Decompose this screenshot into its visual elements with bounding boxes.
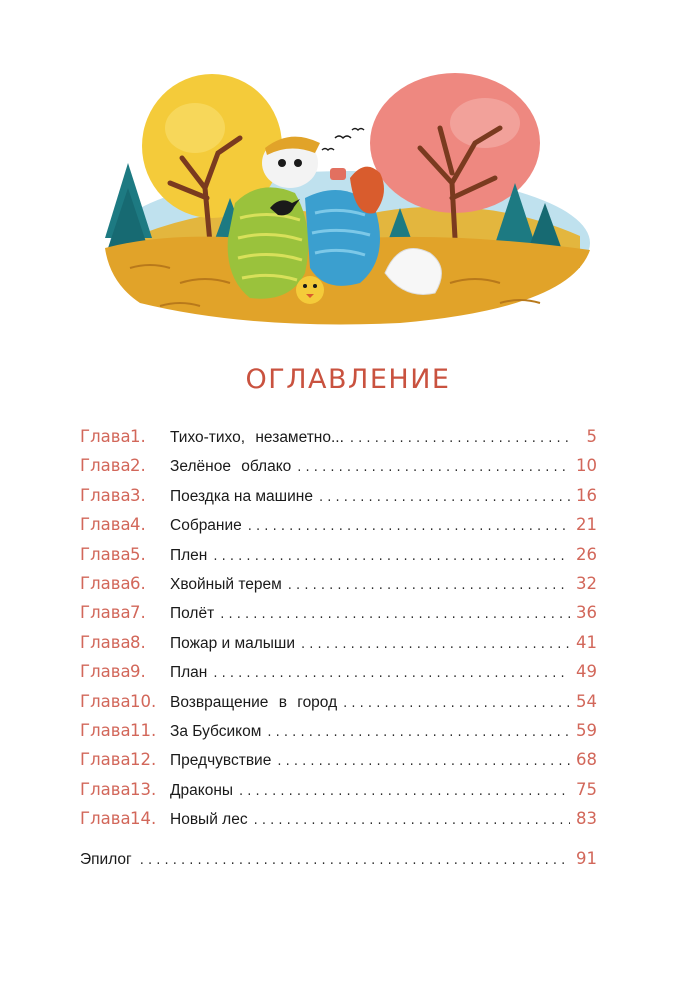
chapter-title: Предчувствие	[170, 752, 272, 770]
toc-row[interactable]	[80, 545, 597, 574]
page-number: 21	[576, 515, 597, 535]
chapter-title: Собрание	[170, 517, 242, 535]
toc-row[interactable]	[80, 633, 597, 662]
chapter-number: 13.	[130, 779, 157, 799]
chapter-title: План	[170, 664, 208, 682]
chapter-title: Драконы	[170, 781, 234, 799]
chapter-number: 9.	[130, 662, 146, 682]
cover-illustration	[100, 68, 595, 330]
dot-leader	[267, 725, 570, 740]
birds	[322, 129, 364, 151]
page-number: 75	[576, 779, 597, 799]
page-number: 54	[576, 691, 597, 711]
page-number: 5	[586, 427, 597, 446]
toc-row[interactable]	[80, 427, 597, 456]
table-of-contents	[80, 427, 597, 879]
chapter-title: Новый лес	[170, 811, 248, 829]
dot-leader	[343, 696, 570, 711]
toc-row[interactable]	[80, 603, 597, 632]
chapter-word: Глава	[80, 691, 131, 711]
chapter-word: Глава	[80, 573, 131, 593]
chapter-title: Пожар и малыши	[170, 634, 296, 652]
chapter-number: 12.	[130, 750, 157, 770]
toc-row[interactable]	[80, 721, 597, 750]
dot-leader	[288, 578, 570, 593]
toc-row[interactable]	[80, 809, 597, 838]
chapter-title: Поездка на машине	[170, 487, 313, 505]
toc-heading: ОГЛАВЛЕНИЕ	[245, 364, 451, 395]
page-number: 41	[576, 632, 597, 652]
dot-leader	[239, 784, 570, 799]
chapter-number: 5.	[130, 544, 146, 564]
toc-row[interactable]	[80, 780, 597, 809]
chapter-word: Глава	[80, 632, 131, 652]
chapter-number: 8.	[130, 632, 146, 652]
chapter-title: За Бубсиком	[170, 722, 262, 740]
page-number: 49	[576, 662, 597, 682]
dot-leader	[319, 490, 570, 505]
page-number: 91	[576, 849, 597, 869]
dot-leader	[254, 813, 570, 828]
page-number: 32	[576, 573, 597, 593]
chapter-title: Зелёное облако	[170, 458, 292, 476]
dot-leader	[140, 853, 570, 868]
dot-leader	[301, 637, 570, 652]
chapter-number: 4.	[130, 515, 146, 535]
chapter-number: 11.	[130, 720, 157, 740]
page-number: 59	[576, 720, 597, 740]
page-number: 16	[576, 485, 597, 505]
page-number: 10	[576, 456, 597, 476]
chapter-word: Глава	[80, 515, 131, 535]
chapter-title: Хвойный терем	[170, 575, 282, 593]
page-number: 36	[576, 603, 597, 623]
chapter-title: Возвращение в город	[170, 693, 338, 711]
chapter-word: Глава	[80, 779, 131, 799]
chapter-number: 3.	[130, 485, 146, 505]
chapter-number: 10.	[130, 691, 157, 711]
chapter-title: Полёт	[170, 605, 215, 623]
dot-leader	[213, 549, 570, 564]
chapter-number: 1.	[130, 427, 146, 446]
chapter-word: Глава	[80, 809, 131, 829]
chapter-word: Глава	[80, 603, 131, 623]
toc-row[interactable]	[80, 574, 597, 603]
chapter-number: 6.	[130, 573, 146, 593]
page-number: 26	[576, 544, 597, 564]
page-number: 83	[576, 809, 597, 829]
chapter-number: 2.	[130, 456, 146, 476]
chapter-word: Глава	[80, 662, 131, 682]
dot-leader	[297, 460, 570, 475]
chapter-title: Тихо-тихо, незаметно...	[170, 429, 344, 446]
toc-row[interactable]	[80, 486, 597, 515]
chapter-word: Глава	[80, 456, 131, 476]
chapter-word: Глава	[80, 720, 131, 740]
chick	[296, 276, 324, 304]
dot-leader	[220, 607, 570, 622]
dot-leader	[277, 754, 570, 769]
dot-leader	[248, 519, 570, 534]
dot-leader	[213, 666, 570, 681]
chapter-number: 14.	[130, 809, 157, 829]
toc-row[interactable]	[80, 692, 597, 721]
toc-row[interactable]	[80, 750, 597, 779]
chapter-word: Глава	[80, 427, 131, 446]
dot-leader	[350, 431, 571, 446]
chapter-number: 7.	[130, 603, 146, 623]
toc-row[interactable]	[80, 515, 597, 544]
chapter-title: Плен	[170, 546, 208, 564]
chapter-word: Глава	[80, 750, 131, 770]
toc-row[interactable]	[80, 456, 597, 485]
chapter-word: Глава	[80, 485, 131, 505]
toc-row-epilogue[interactable]	[80, 849, 597, 878]
chapter-word: Глава	[80, 544, 131, 564]
page-number: 68	[576, 750, 597, 770]
epilogue-title: Эпилог	[80, 851, 132, 869]
toc-row[interactable]	[80, 662, 597, 691]
